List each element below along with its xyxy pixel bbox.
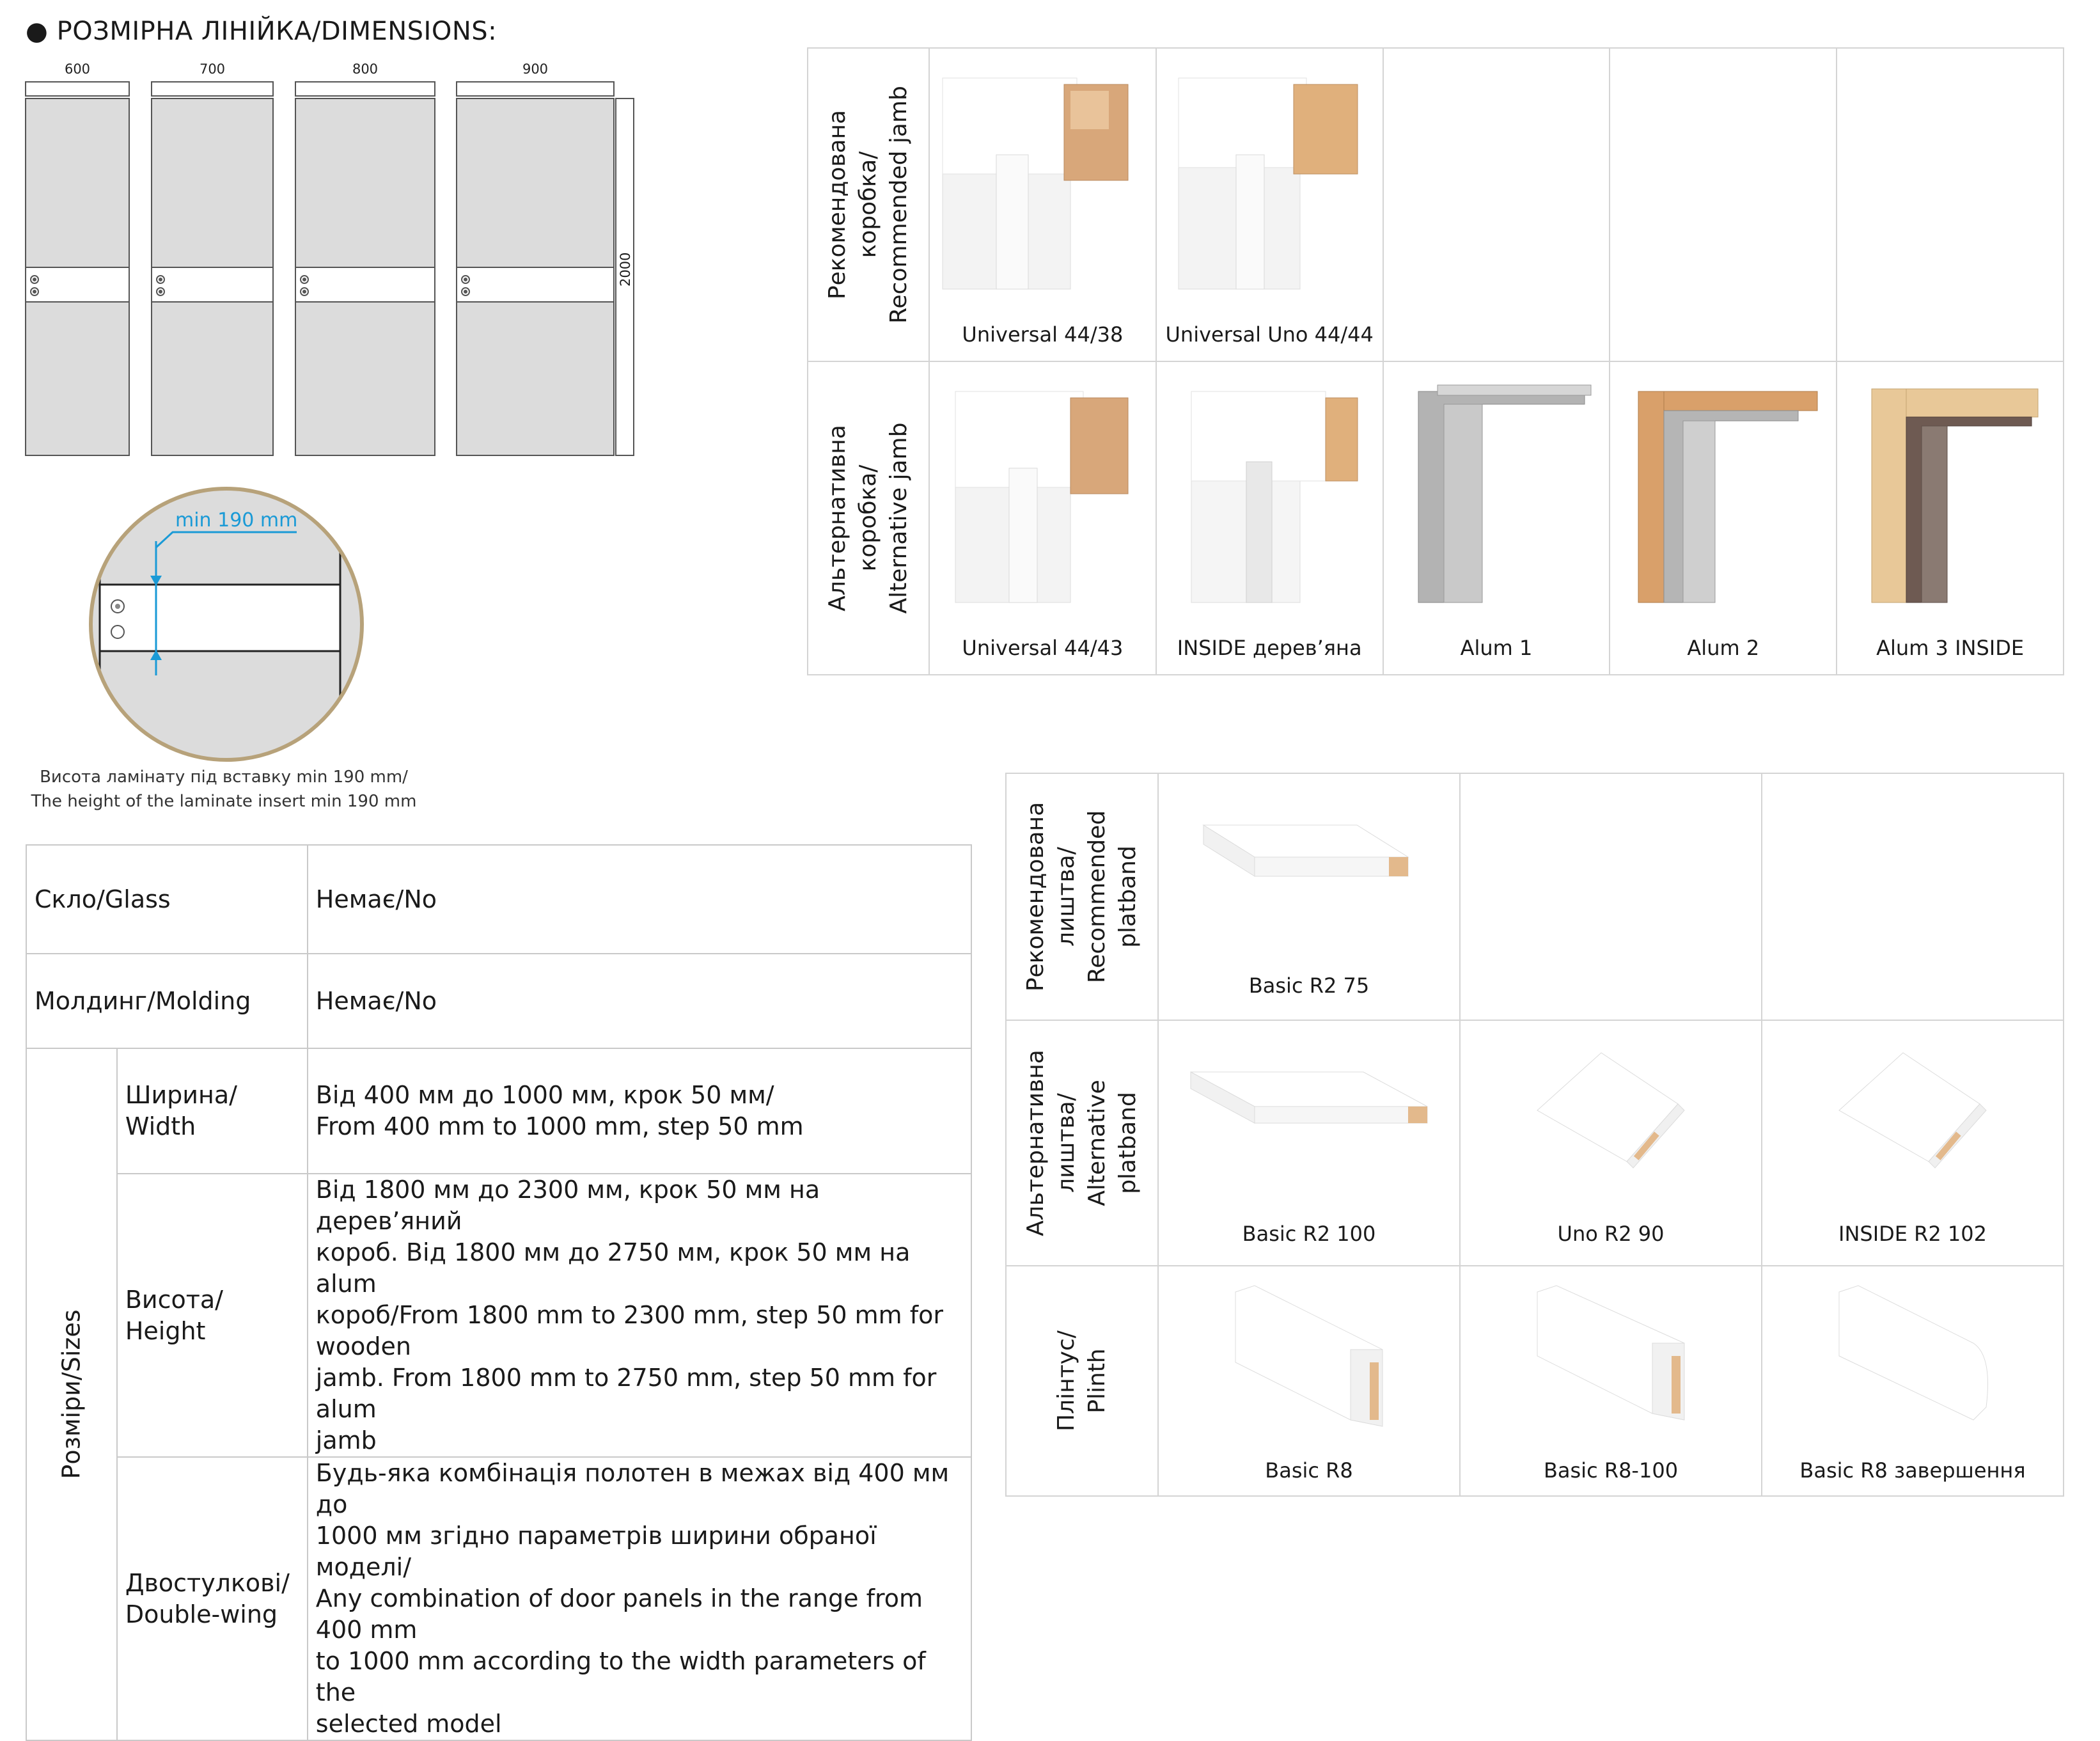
height-label-line-2: Height	[125, 1316, 206, 1345]
jamb-image	[1393, 379, 1604, 609]
door-600	[26, 98, 129, 455]
sizes-label-cell	[26, 1048, 117, 1740]
width-label-900: 900	[522, 61, 549, 77]
door-700	[152, 98, 273, 455]
height-value-line-1: Від 1800 мм до 2300 мм, крок 50 мм на дерев’яний	[315, 1176, 820, 1235]
platband-image	[1197, 812, 1427, 915]
jamb-empty	[1610, 48, 1837, 361]
door-900	[457, 98, 614, 455]
sizes-label: Розміри/Sizes	[57, 1309, 86, 1479]
width-label	[117, 1048, 308, 1174]
jamb-universal-uno-44-44	[1156, 48, 1383, 361]
plinth-basic-r8	[1158, 1266, 1460, 1496]
jamb-image	[1846, 379, 2057, 609]
platband-row1-header	[1006, 773, 1158, 1020]
double-wing-value-line-1: Будь-яка комбінація полотен в межах від 400 мм до	[315, 1459, 950, 1518]
height-label-line-1: Висота/	[125, 1285, 223, 1314]
jamb-image	[939, 385, 1150, 609]
height-label	[117, 1174, 308, 1457]
platband-row2-header-line-2: лиштва/	[1053, 1093, 1079, 1193]
double-wing-label-line-2: Double-wing	[125, 1600, 278, 1628]
jamb-caption: Universal 44/43	[962, 636, 1124, 660]
plinth-caption: Basic R8-100	[1543, 1458, 1679, 1483]
platband-row1-header-line-1: Рекомендована	[1023, 801, 1049, 992]
plinth-basic-r8-100	[1460, 1266, 1762, 1496]
platband-row2-header-line-3: Alternative	[1084, 1080, 1110, 1206]
jamb-row1-header	[808, 48, 929, 361]
height-value-line-4: jamb. From 1800 mm to 2750 mm, step 50 mm for alum	[315, 1364, 937, 1423]
plinth-caption: Basic R8 завершення	[1799, 1458, 2026, 1483]
width-label-700: 700	[199, 61, 226, 77]
jamb-image	[939, 72, 1150, 295]
width-label-line-2: Width	[125, 1112, 196, 1140]
platband-empty	[1762, 773, 2064, 1020]
width-value-line-1: Від 400 мм до 1000 мм, крок 50 мм/	[315, 1081, 774, 1109]
insert-caption-line-1: Висота ламінату під вставку min 190 mm/	[40, 768, 408, 787]
platband-uno-r2-90	[1460, 1020, 1762, 1266]
platband-row1-header-line-2: лиштва/	[1053, 847, 1079, 947]
platband-row2-header-line-4: platband	[1115, 1092, 1141, 1194]
plinth-caption: Basic R8	[1265, 1458, 1353, 1483]
platband-image	[1826, 1034, 2005, 1200]
jamb-caption: INSIDE дерев’яна	[1177, 636, 1362, 660]
platband-row2-header	[1006, 1020, 1158, 1266]
jamb-row1-header-line-3: Recommended jamb	[886, 86, 912, 324]
glass-label: Скло/Glass	[26, 845, 308, 954]
jamb-caption: Alum 1	[1460, 636, 1533, 660]
jamb-universal-44-43	[929, 361, 1156, 675]
platband-table	[1005, 773, 2064, 1497]
double-wing-value-line-2: 1000 мм згідно параметрів ширини обраної моделі/	[315, 1522, 877, 1581]
platband-basic-r2-75	[1158, 773, 1460, 1020]
platband-row2-header-line-1: Альтернативна	[1023, 1050, 1049, 1236]
glass-value: Немає/No	[308, 845, 971, 954]
height-value-line-5: jamb	[315, 1426, 377, 1454]
molding-label: Молдинг/Molding	[26, 954, 308, 1048]
molding-value: Немає/No	[308, 954, 971, 1048]
height-value	[308, 1174, 971, 1457]
width-value-line-2: From 400 mm to 1000 mm, step 50 mm	[315, 1112, 804, 1140]
double-wing-value-line-3: Any combination of door panels in the range from 400 mm	[315, 1584, 923, 1644]
platband-row3-header-line-2: Plinth	[1084, 1348, 1110, 1414]
width-value	[308, 1048, 971, 1174]
insert-caption	[13, 765, 435, 814]
jamb-caption: Universal 44/38	[962, 322, 1124, 347]
double-wing-label-line-1: Двостулкові/	[125, 1568, 290, 1597]
width-label-line-1: Ширина/	[125, 1081, 237, 1109]
jamb-alum-2	[1610, 361, 1837, 675]
jamb-image	[1166, 385, 1377, 609]
width-label-800: 800	[352, 61, 379, 77]
page-title: ● РОЗМІРНА ЛІНІЙКА/DIMENSIONS:	[26, 17, 498, 46]
jamb-row2-header-line-1: Альтернативна	[824, 425, 850, 611]
double-wing-value-line-4: to 1000 mm according to the width parameters of the	[315, 1647, 926, 1706]
jamb-row1-header-line-2: коробка/	[855, 151, 881, 258]
double-wing-value-line-5: selected model	[315, 1710, 502, 1738]
jamb-universal-44-38	[929, 48, 1156, 361]
jamb-row1-header-line-1: Рекомендована	[824, 109, 850, 300]
jamb-alum-1	[1383, 361, 1610, 675]
platband-row1-header-line-4: platband	[1115, 846, 1141, 948]
jamb-image	[1166, 72, 1377, 295]
platband-row3-header	[1006, 1266, 1158, 1496]
platband-caption: Basic R2 75	[1248, 973, 1370, 998]
double-wing-label	[117, 1457, 308, 1740]
platband-caption: Uno R2 90	[1557, 1222, 1665, 1246]
jamb-alum-3-inside	[1837, 361, 2064, 675]
jamb-image	[1619, 379, 1830, 609]
jamb-empty	[1837, 48, 2064, 361]
platband-basic-r2-100	[1158, 1020, 1460, 1266]
jamb-caption: Alum 2	[1687, 636, 1760, 660]
platband-row1-header-line-3: Recommended	[1084, 810, 1110, 984]
jamb-inside-wooden	[1156, 361, 1383, 675]
platband-empty	[1460, 773, 1762, 1020]
insert-caption-line-2: The height of the laminate insert min 190 mm	[31, 792, 417, 811]
platband-inside-r2-102	[1762, 1020, 2064, 1266]
height-value-line-2: короб. Від 1800 мм до 2750 мм, крок 50 мм на alum	[315, 1238, 911, 1298]
jamb-caption: Universal Uno 44/44	[1165, 322, 1374, 347]
height-label-2000: 2000	[618, 252, 633, 287]
plinth-image	[1826, 1279, 2005, 1446]
spec-table	[26, 844, 972, 1741]
platband-caption: Basic R2 100	[1242, 1222, 1376, 1246]
jamb-row2-header	[808, 361, 929, 675]
platband-image	[1184, 1059, 1440, 1162]
plinth-basic-r8-end	[1762, 1266, 2064, 1496]
door-800	[295, 98, 435, 455]
double-wing-value	[308, 1457, 971, 1740]
platband-caption: INSIDE R2 102	[1838, 1222, 1987, 1246]
plinth-image	[1524, 1279, 1704, 1446]
min-190-label: min 190 mm	[175, 509, 298, 532]
width-label-600: 600	[64, 61, 91, 77]
plinth-image	[1223, 1279, 1402, 1446]
jamb-empty	[1383, 48, 1610, 361]
jamb-row2-header-line-3: Alternative jamb	[886, 422, 912, 614]
platband-row3-header-line-1: Плінтус/	[1053, 1330, 1079, 1431]
height-value-line-3: короб/From 1800 mm to 2300 mm, step 50 mm for wooden	[315, 1301, 944, 1360]
jamb-table	[807, 47, 2064, 675]
platband-image	[1524, 1034, 1704, 1200]
door-dimension-drawings	[0, 0, 652, 467]
jamb-row2-header-line-2: коробка/	[855, 464, 881, 572]
jamb-caption: Alum 3 INSIDE	[1876, 636, 2025, 660]
